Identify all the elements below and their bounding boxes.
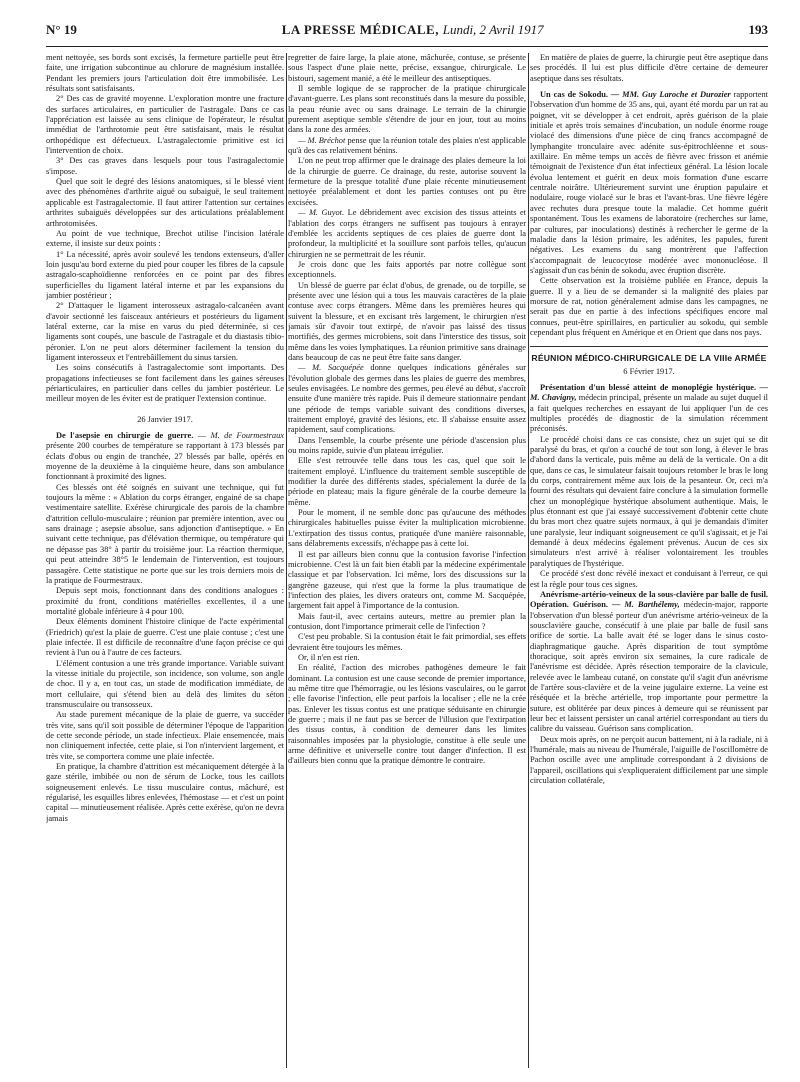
- column-1: [46, 53, 284, 1068]
- column-divider: [528, 53, 529, 1068]
- paragraph: médecin principal, présente un malade au sujet duquel il a fait quelques recherches en essayant de lui appliquer l'un de ces multiples procédés de diagnostic de la simulation récemment préconisés.: [530, 393, 768, 434]
- article-author: — MM. Guy Laroche et Durozier: [610, 90, 731, 100]
- paragraph: Elle s'est retrouvée telle dans tous les cas, quel que soit le traitement employé. L'influence du traitement semble susceptible de modifier la durée des différents stades, spécialement la durée de la période en plateau; mais la figure générale de la courbe demeure la même.: [288, 456, 526, 507]
- article-title: Anévrisme-artério-veineux de la sous-clavière par balle de fusil. Opération. Guérison.: [530, 589, 768, 610]
- paragraph: Pour le moment, il ne semble donc pas qu'aucune des méthodes chirurgicales habituelles puisse éviter la multiplication microbienne. L'extirpation des tissus contus, pratiquée d'une manière raisonnable, sans délabrements excessifs, n'échappe pas à cette loi.: [288, 508, 526, 549]
- issue-number: N° 19: [46, 22, 77, 37]
- article-author: M. de Fourmestraux: [210, 431, 284, 441]
- header-rule: [46, 46, 768, 47]
- paragraph: médecin-major, rapporte l'observation d'un blessé porteur d'un anévrisme artério-veineux de la sousclavière gauche, consécutif à une plaie par balle de fusil sans orifice de sortie. La balle avait été se loger dans le sinus costo-diaphragmatique gauche. Après disparition de tout symptôme thoracique, soit après environ six semaines, la cure radicale de l'anévrisme est décidée. Après résection temporaire de la clavicule, relevée avec le lambeau cutané, on constate qu'il s'agit d'un anévrisme de l'artère sous-clavière et de la veine jugulaire externe. La veine est réséquée et la brèche artérielle, trop importante pour permettre la suture, est oblitérée par deux pinces à demeure qui se réunissent par leur bec et laissent persister un canal artériel correspondant au tiers du calibre du vaisseau. Guérison sans complication.: [530, 600, 768, 734]
- paragraph: L'élément contusion a une très grande importance. Variable suivant la vitesse initiale du projectile, son incidence, son volume, son angle de choc. Il y a, en tout cas, un stade de modification immédiate, de mort cellulaire, qui s'étend bien au delà des limites du séton transmusculaire ou transosseux.: [46, 658, 284, 709]
- paragraph: Un blessé de guerre par éclat d'obus, de grenade, ou de torpille, se présente avec une lésion qui a tous les mauvais caractères de la plaie contuse avec corps étrangers. Même dans les premières heures qui suivent la blessure, et en excisant très largement, le chirurgien n'est jamais sûr d'avoir tout extirpé, de n'avoir pas laissé des tissus mortifiés, des germes microbiens, soit dans l'interstice des tissus, soit même dans les voies lymphatiques. La réunion primitive sans drainage dans beaucoup de cas ne peut être faite sans danger.: [288, 280, 526, 362]
- speaker-name: — M. Bréchot: [298, 135, 346, 145]
- paragraph: Il semble logique de se rapprocher de la pratique chirurgicale d'avant-guerre. Les plans sont reconstitués dans la mesure du possible, la peau réunie avec ou sans drainage. Le terrain de la chirurgie purement aseptique semble s'étendre de jour en jour, tout au moins dans la zone des armées.: [288, 84, 526, 135]
- paragraph: Cette observation est la troisième publiée en France, depuis la guerre. Il y a lieu de se demander si la malignité des plaies par morsure de rat, notion généralement admise dans les campagnes, ne serait pas due en partie à des infections spécifiques encore mal connues, peut-être spirillaires, en particulier au sokodu, qui semble cependant plus fréquent en Amérique et en Orient que dans nos pays.: [530, 276, 768, 337]
- paragraph: Je crois donc que les faits apportés par notre collègue sont exceptionnels.: [288, 259, 526, 280]
- article-lead: [530, 90, 768, 276]
- paragraph: Ce procédé s'est donc révélé inexact et conduisant à l'erreur, ce qui est la règle pour tous ces signes.: [530, 569, 768, 589]
- paragraph: En pratique, la chambre d'attrition est mécaniquement détergée à la gaze stérile, imbibée ou non de sérum de Locke, tous les caillots soigneusement enlevés. Le tissu musculaire contus, mâchuré, est régularisé, les esquilles libres enlevées, l'hémostase — et c'est un point capital — minutieusement réalisée. Après cette exérèse, qu'on ne devra jamais: [46, 762, 284, 823]
- speaker-name: — M. Sacquépée: [298, 363, 364, 373]
- paragraph: Depuis sept mois, fonctionnant dans des conditions analogues : proximité du front, conditions matérielles excellentes, il a une mortalité globale inférieure à 4 pour 100.: [46, 586, 284, 616]
- paragraph: Il est par ailleurs bien connu que la contusion favorise l'infection microbienne. C'est là un fait bien établi par la médecine expérimentale classique et par l'observation. Ici même, lors des discussions sur la gangrène gazeuse, qui n'est que la forme la plus traumatique de l'infection des plaies, les divers orateurs ont, comme M. Sacquépée, largement fait appel à l'importance de la contusion.: [288, 549, 526, 611]
- discussion-paragraph: [288, 363, 526, 435]
- article-lead: [530, 590, 768, 735]
- article-author: — M. Chavigny,: [530, 382, 768, 403]
- journal-name: LA PRESSE MÉDICALE,: [281, 22, 439, 37]
- article-lead: [530, 383, 768, 435]
- journal-title: [282, 22, 544, 38]
- paragraph: En matière de plaies de guerre, la chirurgie peut être aseptique dans ses procédés. Il lui est plus difficile d'être certaine de demeurer aseptique dans ses résultats.: [530, 53, 768, 83]
- session-date: 26 Janvier 1917.: [137, 414, 193, 424]
- paragraph: rapportent l'observation d'un homme de 35 ans, qui, ayant été mordu par un rat au poignet, vit se développer à cet endroit, après guérison de la plaie initiale et après trois semaines d'incubation, un nodule énorme rouge violacé des dimensions d'une pièce de cinq francs accompagné de lymphangite tronculaire avec adénite sus-épitrochléenne et sous-axillaire. En même temps un accès de fièvre avec frisson et anémie témoignait de l'existence d'un état infectieux général. La lésion locale évolua lentement et guérit en deux mois formation d'une escarre centrale noirâtre. Ultérieurement survint une éruption papulaire et nodulaire, rouge violacé sur le bras et l'avant-bras. Une fièvre légère avec rechutes dura presque toute la maladie. Cet homme guérit spontanément. Tous les examens de laboratoire (recherches sur lame, par cultures, par inoculations) destinés à rechercher le germe de la maladie dans la lésion primaire, les adénites, les papules, furent négatives. Les examens du sang montrèrent que l'affection s'accompagnait de leucocytose modérée avec mononucléose. Il s'agissait d'un cas bénin de sokodu, avec éruption discrète.: [530, 90, 768, 275]
- paragraph: C'est peu probable. Si la contusion était le fait primordial, ses effets devraient être toujours les mêmes.: [288, 632, 526, 652]
- paragraph: donne quelques indications générales sur l'évolution globale des germes dans les plaies de guerre des membres, seules envisagées. Le nombre des germes, peu élevé au début, s'accroît ensuite d'une manière très rapide. Puis il demeure stationnaire pendant une période de temps variable suivant des conditions diverses, traitement employé, gravité des lésions, etc. Il s'abaisse ensuite assez rapidement, sauf complications.: [288, 363, 526, 435]
- paragraph: Quel que soit le degré des lésions anatomiques, si le blessé vient avec des phénomènes d'arthrite aiguë ou subaiguë, le seul traitement applicable est l'astragalectomie. Il faut attirer l'attention sur certaines arthrites subaiguës développées sur des articulations préalablement arthrotomisées.: [46, 177, 284, 228]
- article-author: — M. Barthélemy,: [611, 600, 680, 610]
- page-header: [46, 22, 768, 46]
- paragraph: Or, il n'en est rien.: [298, 652, 360, 662]
- column-2: [288, 53, 526, 1068]
- session-date: 6 Février 1917.: [623, 366, 675, 376]
- article-title: Un cas de Sokodu.: [540, 90, 608, 100]
- discussion-paragraph: [288, 136, 526, 157]
- paragraph: Mais faut-il, avec certains auteurs, mettre au premier plan la contusion, dont l'importance primerait celle de l'infection ?: [288, 611, 526, 631]
- paragraph: Au point de vue technique, Brechot utilise l'incision latérale externe, il insiste sur deux points :: [46, 228, 284, 249]
- section-rule: [530, 346, 768, 347]
- paragraph: Le procédé choisi dans ce cas consiste, chez un sujet qui se dit paralysé du bras, et qu'on a couché de tout son long, à élever le bras d'abord dans la verticale, puis même au delà de la verticale. On a dit que, dans ce cas, le simulateur faisait toujours retomber le bras le long du corps, contrairement même aux lois de la pesanteur. Or, ceci m'a fourni des résultats qui devaient faire conclure à la simulation formelle chez un monoplégique hystérique absolument authentique. Mais, le plus étonnant est que j'ai essayé successivement d'obtenir cette chute du bras mort chez quatre sujets normaux, à qui je demandais d'imiter une paralysie, leur indiquant soigneusement ce qu'il s'agissait, et je l'ai demandé à deux médecins également prévenus. Aucun de ces six simulateurs n'est arrivé à réaliser volontairement les troubles paralytiques de l'hystérique.: [530, 434, 768, 568]
- paragraph: Deux mois après, on ne perçoit aucun battement, ni à la radiale, ni à l'humérale, mais au niveau de l'humérale, l'aiguille de l'oscillomètre de Pachon oscille avec une amplitude correspondant à 2 divisions de l'appareil, oscillations qui s'expliqueraient difficilement par une simple circulation collatérale,: [530, 734, 768, 786]
- paragraph: 2° D'attaquer le ligament interosseux astragalo-calcanéen avant d'avoir sectionné les faisceaux antérieurs et postérieurs du ligament latéral externe, car la mise en varus du pied déterminée, si ces ligaments sont coupés, une bascule de l'astragale et du diastasis tibio-péronier. L'on ne peut alors déterminer facilement la tension du ligament interosseux et l'entrebâillement du sinus tarsien.: [46, 301, 284, 362]
- paragraph: Au stade purement mécanique de la plaie de guerre, va succéder très vite, sans qu'il soit possible de déterminer l'époque de l'apparition de cette seconde période, un stade infectieux. Plaie ensemencée, mais non cliniquement infectée, cette plaie, si l'on n'intervient largement, et très vite, se comportera comme une plaie infectée.: [46, 710, 284, 761]
- speaker-name: — M. Guyot.: [298, 208, 345, 218]
- section-heading: RÉUNION MÉDICO-CHIRURGICALE DE LA VIIIe ARMÉE: [531, 353, 767, 364]
- discussion-paragraph: [288, 208, 526, 260]
- column-3: [530, 53, 768, 1068]
- article-title: Présentation d'un blessé atteint de monoplégie hystérique.: [540, 382, 757, 392]
- issue-date: Lundi, 2 Avril 1917: [442, 22, 544, 37]
- article-title: De l'asepsie en chirurgie de guerre.: [56, 431, 194, 441]
- paragraph: L'on ne peut trop affirmer que le drainage des plaies demeure la loi de la chirurgie de guerre. Ce drainage, du reste, autorise souvent la fermeture de la presque totalité d'une plaie récente minutieusement nettoyée préalablement et dont les parties contuses ont pu être excisées.: [288, 156, 526, 207]
- paragraph: regretter de faire large, la plaie atone, mâchurée, contuse, se présente sous l'aspect d'une plaie nette, précise, exsangue, chirurgicale. Le bistouri, sagement manié, a été le meilleur des antiseptiques.: [288, 53, 526, 83]
- paragraph: 2° Des cas de gravité moyenne. L'exploration montre une fracture des surfaces articulaires, en particulier de l'astragale. Dans ce cas l'appréciation est laissée au sens clinique de l'opérateur, le résultat immédiat de l'arthrotomie peut être satisfaisant, mais le résultat orthopédique est défectueux. L'astragalectomie primitive est ici l'intervention de choix.: [46, 94, 284, 156]
- column-divider: [286, 53, 287, 1068]
- paragraph: présente 200 courbes de température se rapportant à 173 blessés par éclats d'obus ou engin de tranchée, 27 blessés par balle, opérés en moyenne de la deuxième à la cinquième heure, dans son ambulance fonctionnant à proximité des lignes.: [46, 441, 284, 482]
- article-lead: De l'asepsie en chirurgie de guerre. — M. de Fourmestraux présente 200 courbes de température se rapportant à 173 blessés par éclats d'obus ou engin de tranchée, 27 blessés par balle, opérés en moyenne de la deuxième à la cinquième heure, dans son ambulance fonctionnant à proximité des lignes.: [46, 431, 284, 482]
- paragraph: ment nettoyée, ses bords sont excisés, la fermeture partielle peut être faite, une irrigation subcontinue au chlorure de magnésium installée. Pendant les premiers jours l'articulation doit être immobilisée. Les résultats sont satisfaisants.: [46, 53, 284, 94]
- paragraph: 1° La nécessité, après avoir soulevé les tendons extenseurs, d'aller loin jusqu'au bord externe du pied pour couper les fibres de la capsule astragalo-scaphoïdienne renforcées en ce point par des fibres superficielles du ligament latéral interne et par les expansions du jambier postérieur ;: [46, 249, 284, 300]
- paragraph: Ces blessés ont été soignés en suivant une technique, qui fut toujours la même : « Ablation du corps étranger, engainé de sa chape vestimentaire satellite. Exérèse chirurgicale des parois de la chambre d'attrition cellulo-musculaire ; réunion par première intention, avec ou sans drainage ; asepsie absolue, sans adjonction d'antiseptique. » En suivant cette technique, pas d'élévation thermique, ou température qui ne dépasse pas 38° à partir du troisième jour. La réaction thermique, qui peut atteindre 38°5 le lendemain de l'intervention, est toujours passagère. Cette statistique ne porte que sur les trois derniers mois de la pratique de Fourmestraux.: [46, 482, 284, 585]
- paragraph: Les soins consécutifs à l'astragalectomie sont importants. Des propagations infectieuses se font facilement dans les gaines séreuses périarticulaires, en particulier dans celles du jambier postérieur. Le meilleur moyen de les éviter est de pratiquer l'extension continue.: [46, 363, 284, 404]
- paragraph: En réalité, l'action des microbes pathogènes demeure le fait dominant. La contusion est une cause seconde de premier importance, au même titre que l'hémorragie, ou les lésions vasculaires, ou le garrot ; elle favorise l'infection, elle peut parfois la localiser ; elle ne la crée pas. Enlever les tissus contus est une pratique séduisante en chirurgie de guerre ; mais il ne faut pas se bercer de l'illusion que l'extirpation des tissus contus, à condition de demeurer dans les limites raisonnables imposées par la physiologie, constitue à elle seule une arme définitive et universelle contre tout danger d'infection. Il est d'ailleurs bien connu que la pratique démontre le contraire.: [288, 663, 526, 766]
- paragraph: Dans l'ensemble, la courbe présente une période d'ascension plus ou moins rapide, suivie d'un plateau irrégulier.: [288, 435, 526, 456]
- page-number: 193: [748, 22, 768, 37]
- paragraph: 3° Des cas graves dans lesquels pour tous l'astragalectomie s'impose.: [46, 156, 284, 176]
- paragraph: pense que la réunion totale des plaies n'est applicable qu'à des cas relativement bénins.: [288, 135, 526, 156]
- paragraph: Le débridement avec excision des tissus atteints et l'ablation des corps étrangers ne suffisent pas toujours à enrayer d'emblée les accidents septiques de ces plaies de guerre dont la profondeur, la multiplicité et la souillure sont parfois telles, qu'aucun chirurgien ne se permettrait de les réunir.: [288, 208, 526, 259]
- paragraph: Deux éléments dominent l'histoire clinique de l'acte expérimental (Friedrich) qu'est la plaie de guerre. C'est une plaie contuse ; c'est une plaie infectée. Il est difficile de reconnaître d'une façon précise ce qui revient à l'un ou à l'autre de ces facteurs.: [46, 617, 284, 658]
